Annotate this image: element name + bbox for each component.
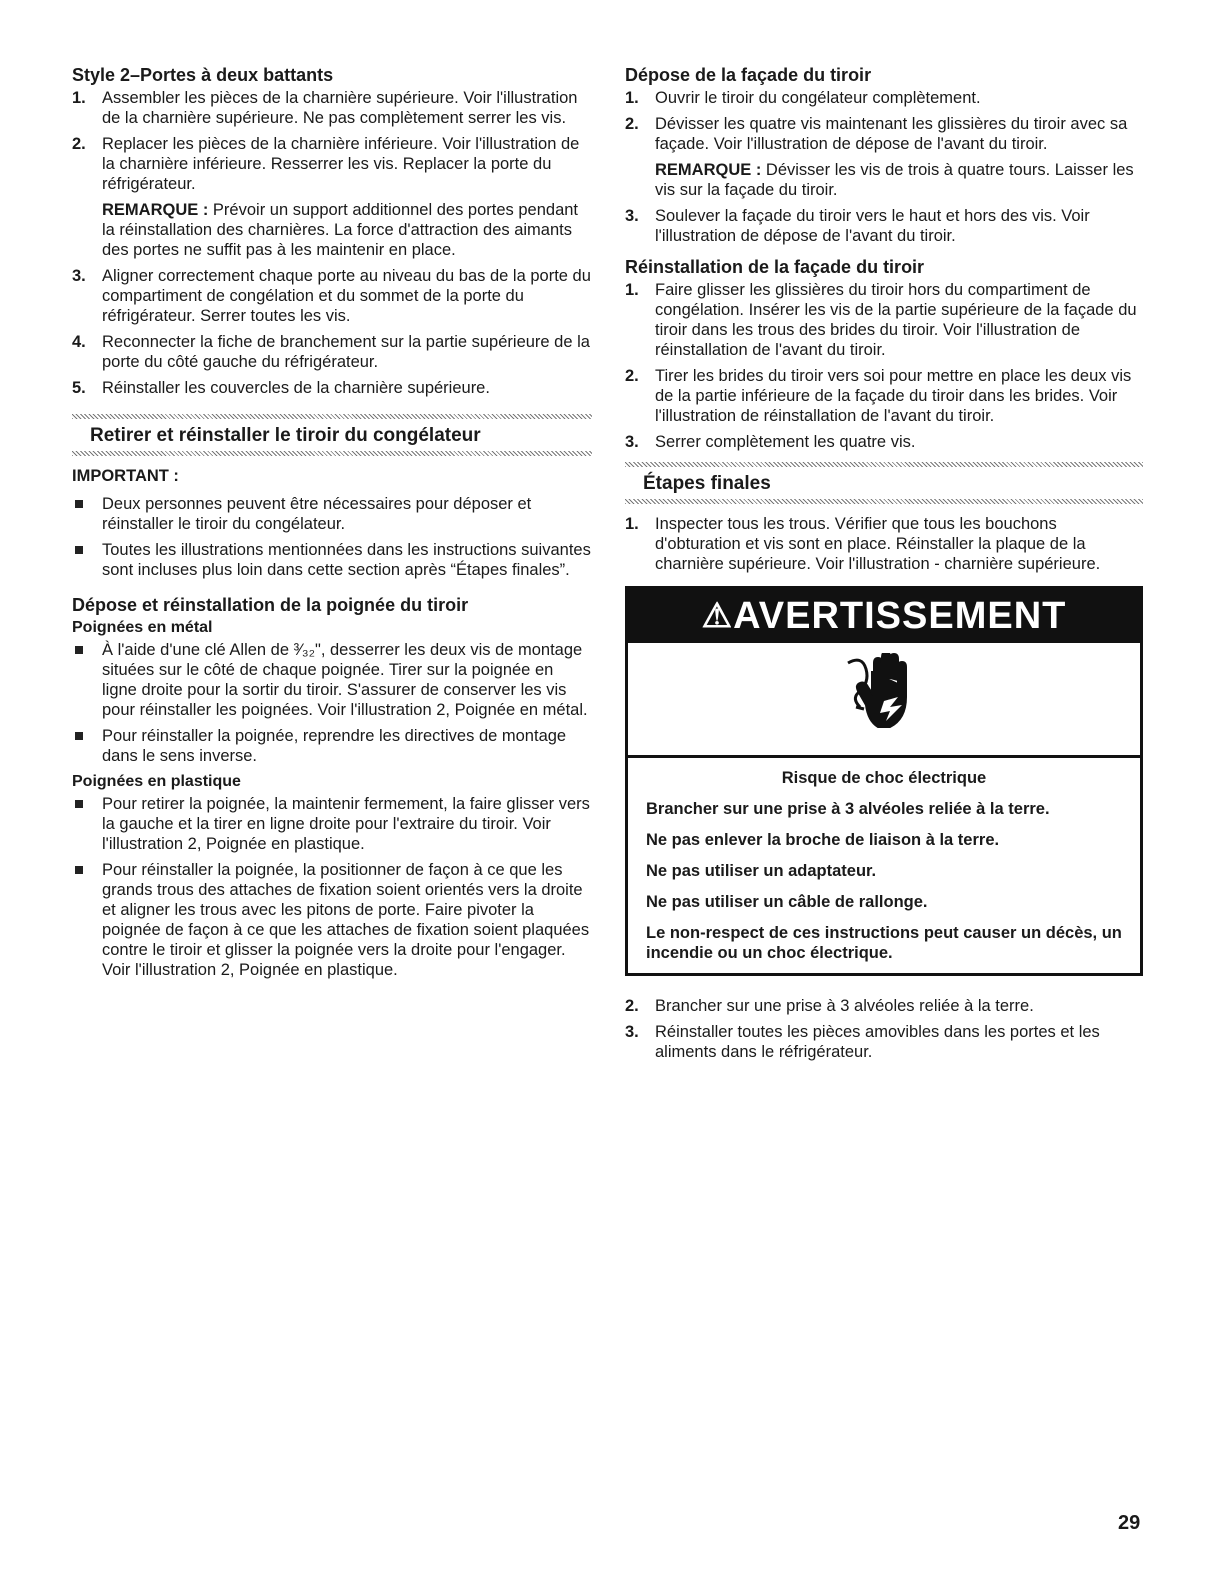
bullet-square-icon bbox=[75, 546, 83, 554]
warning-line: Ne pas utiliser un adaptateur. bbox=[646, 862, 877, 880]
list-item: 3. Aligner correctement chaque porte au niveau du bas de la porte du compartiment de congélation et du sommet de la porte du réfrigérateur. Serrer toutes les vis. bbox=[72, 267, 591, 325]
reinstall-steps bbox=[625, 280, 1143, 452]
list-item: Toutes les illustrations mentionnées dans les instructions suivantes sont incluses plus loin dans cette section après “Étapes finales”. bbox=[72, 540, 592, 580]
list-item: 1. Ouvrir le tiroir du congélateur complètement. bbox=[625, 89, 981, 107]
important-label: IMPORTANT : bbox=[72, 467, 179, 485]
tiroir-section-band bbox=[72, 414, 592, 456]
metal-bullets bbox=[72, 640, 592, 766]
list-item: 2. Dévisser les quatre vis maintenant les glissières du tiroir avec sa façade. Voir l'illustration de dépose de l'avant du tiroir. REMARQUE : Dévisser les vis de trois à quatre tours. Laisser les vis sur la façade du tiroir. bbox=[625, 114, 1143, 200]
warning-body bbox=[628, 758, 1140, 973]
depose-heading: Dépose de la façade du tiroir bbox=[625, 65, 872, 85]
warning-icon-row bbox=[628, 643, 1140, 758]
list-item: Pour réinstaller la poignée, reprendre les directives de montage dans le sens inverse. bbox=[72, 726, 592, 766]
hatch-divider bbox=[625, 499, 1143, 504]
list-item: À l'aide d'une clé Allen de ³⁄₃₂", desserrer les deux vis de montage situées sur le côté de chaque poignée. Tirer sur la poignée en ligne droite pour la sortir du tiroir. S'assurer de conserver les vis pour réinstaller les poignées. Voir l'illustration 2, Poignée en métal. bbox=[72, 640, 592, 720]
warning-box bbox=[625, 586, 1143, 976]
list-item: 1. Faire glisser les glissières du tiroir hors du compartiment de congélation. Insérer les vis de la partie supérieure de la façade du tiroir dans les trous des brides du tiroir. Voir l'illustration de réinstallation de l'avant du tiroir. bbox=[625, 281, 1137, 359]
warning-line: Le non-respect de ces instructions peut causer un décès, un incendie ou un choc électrique. bbox=[646, 924, 1122, 962]
list-item: 1. Assembler les pièces de la charnière supérieure. Voir l'illustration de la charnière supérieure. Ne pas complètement serrer les vis. bbox=[72, 89, 578, 127]
reinstall-heading: Réinstallation de la façade du tiroir bbox=[625, 257, 925, 277]
list-item: 2. Tirer les brides du tiroir vers soi pour mettre en place les deux vis de la partie inférieure de la façade du tiroir dans les brides. Voir l'illustration de réinstallation de l'avant du tiroir. bbox=[625, 367, 1132, 425]
after-warning-steps bbox=[625, 996, 1143, 1062]
list-item: 3. Serrer complètement les quatre vis. bbox=[625, 433, 916, 451]
list-item: 2. Replacer les pièces de la charnière inférieure. Voir l'illustration de la charnière inférieure. Resserrer les vis. Replacer la porte du réfrigérateur. REMARQUE : Prévoir un support additionnel des portes pendant la réinstallation des charnières. La force d'attraction des aimants des portes ne suffit pas à les maintenir en place. bbox=[72, 134, 592, 260]
warning-line: Ne pas enlever la broche de liaison à la terre. bbox=[646, 831, 1000, 849]
left-column bbox=[72, 64, 592, 986]
list-item: Pour retirer la poignée, la maintenir fermement, la faire glisser vers la gauche et la tirer en ligne droite pour l'extraire du tiroir. Voir l'illustration 2, Poignée en plastique. bbox=[72, 794, 592, 854]
warning-line: Ne pas utiliser un câble de rallonge. bbox=[646, 893, 928, 911]
warning-line: Brancher sur une prise à 3 alvéoles reliée à la terre. bbox=[646, 800, 1050, 818]
hatch-divider bbox=[72, 451, 592, 456]
list-item: Deux personnes peuvent être nécessaires pour déposer et réinstaller le tiroir du congélateur. bbox=[72, 494, 592, 534]
plastique-heading: Poignées en plastique bbox=[72, 773, 241, 790]
electric-shock-hand-icon bbox=[844, 653, 924, 745]
depose-steps bbox=[625, 88, 1143, 246]
right-column bbox=[625, 64, 1143, 1068]
list-item: 3. Réinstaller toutes les pièces amovibles dans les portes et les aliments dans le réfrigérateur. bbox=[625, 1023, 1100, 1061]
finales-steps bbox=[625, 514, 1143, 574]
list-item: Pour réinstaller la poignée, la positionner de façon à ce que les grands trous des attaches de fixation soient orientés vers la droite et aligner les trous avec les pitons de porte. Faire pivoter la poignée de façon à ce que les attaches de fixation soient plaquées contre le tiroir et glisser la poignée vers la droite pour l'engager. Voir l'illustration 2, Poignée en plastique. bbox=[72, 860, 592, 980]
finales-section-band bbox=[625, 462, 1143, 504]
bullet-square-icon bbox=[75, 732, 83, 740]
list-item: 5. Réinstaller les couvercles de la charnière supérieure. bbox=[72, 379, 490, 397]
list-item: 2. Brancher sur une prise à 3 alvéoles reliée à la terre. bbox=[625, 997, 1034, 1015]
list-item: 4. Reconnecter la fiche de branchement sur la partie supérieure de la porte du côté gauche du réfrigérateur. bbox=[72, 333, 590, 371]
warning-header bbox=[628, 589, 1140, 643]
style2-heading: Style 2–Portes à deux battants bbox=[72, 65, 334, 85]
bullet-square-icon bbox=[75, 646, 83, 654]
warning-triangle-icon: ⚠ bbox=[701, 597, 734, 635]
important-bullets bbox=[72, 494, 592, 580]
page-number: 29 bbox=[1118, 1512, 1141, 1534]
finales-section-title: Étapes finales bbox=[643, 473, 771, 494]
warning-title: AVERTISSEMENT bbox=[733, 595, 1067, 637]
bullet-square-icon bbox=[75, 866, 83, 874]
remarque-note: REMARQUE : Prévoir un support additionnel des portes pendant la réinstallation des charnières. La force d'attraction des aimants des portes ne suffit pas à les maintenir en place. bbox=[102, 201, 579, 259]
list-item: 1. Inspecter tous les trous. Vérifier que tous les bouchons d'obturation et vis sont en place. Réinstaller la plaque de la charnière supérieure. Voir l'illustration - charnière supérieure. bbox=[625, 515, 1101, 573]
poignee-heading: Dépose et réinstallation de la poignée du tiroir bbox=[72, 595, 469, 615]
tiroir-section-title: Retirer et réinstaller le tiroir du congélateur bbox=[90, 425, 481, 446]
bullet-square-icon bbox=[75, 500, 83, 508]
warning-risk: Risque de choc électrique bbox=[781, 769, 987, 787]
plastique-bullets bbox=[72, 794, 592, 980]
list-item: 3. Soulever la façade du tiroir vers le haut et hors des vis. Voir l'illustration de dépose de l'avant du tiroir. bbox=[625, 207, 1090, 245]
style2-steps bbox=[72, 88, 592, 398]
metal-heading: Poignées en métal bbox=[72, 619, 213, 636]
bullet-square-icon bbox=[75, 800, 83, 808]
remarque-note: REMARQUE : Dévisser les vis de trois à quatre tours. Laisser les vis sur la façade du tiroir. bbox=[655, 161, 1134, 199]
